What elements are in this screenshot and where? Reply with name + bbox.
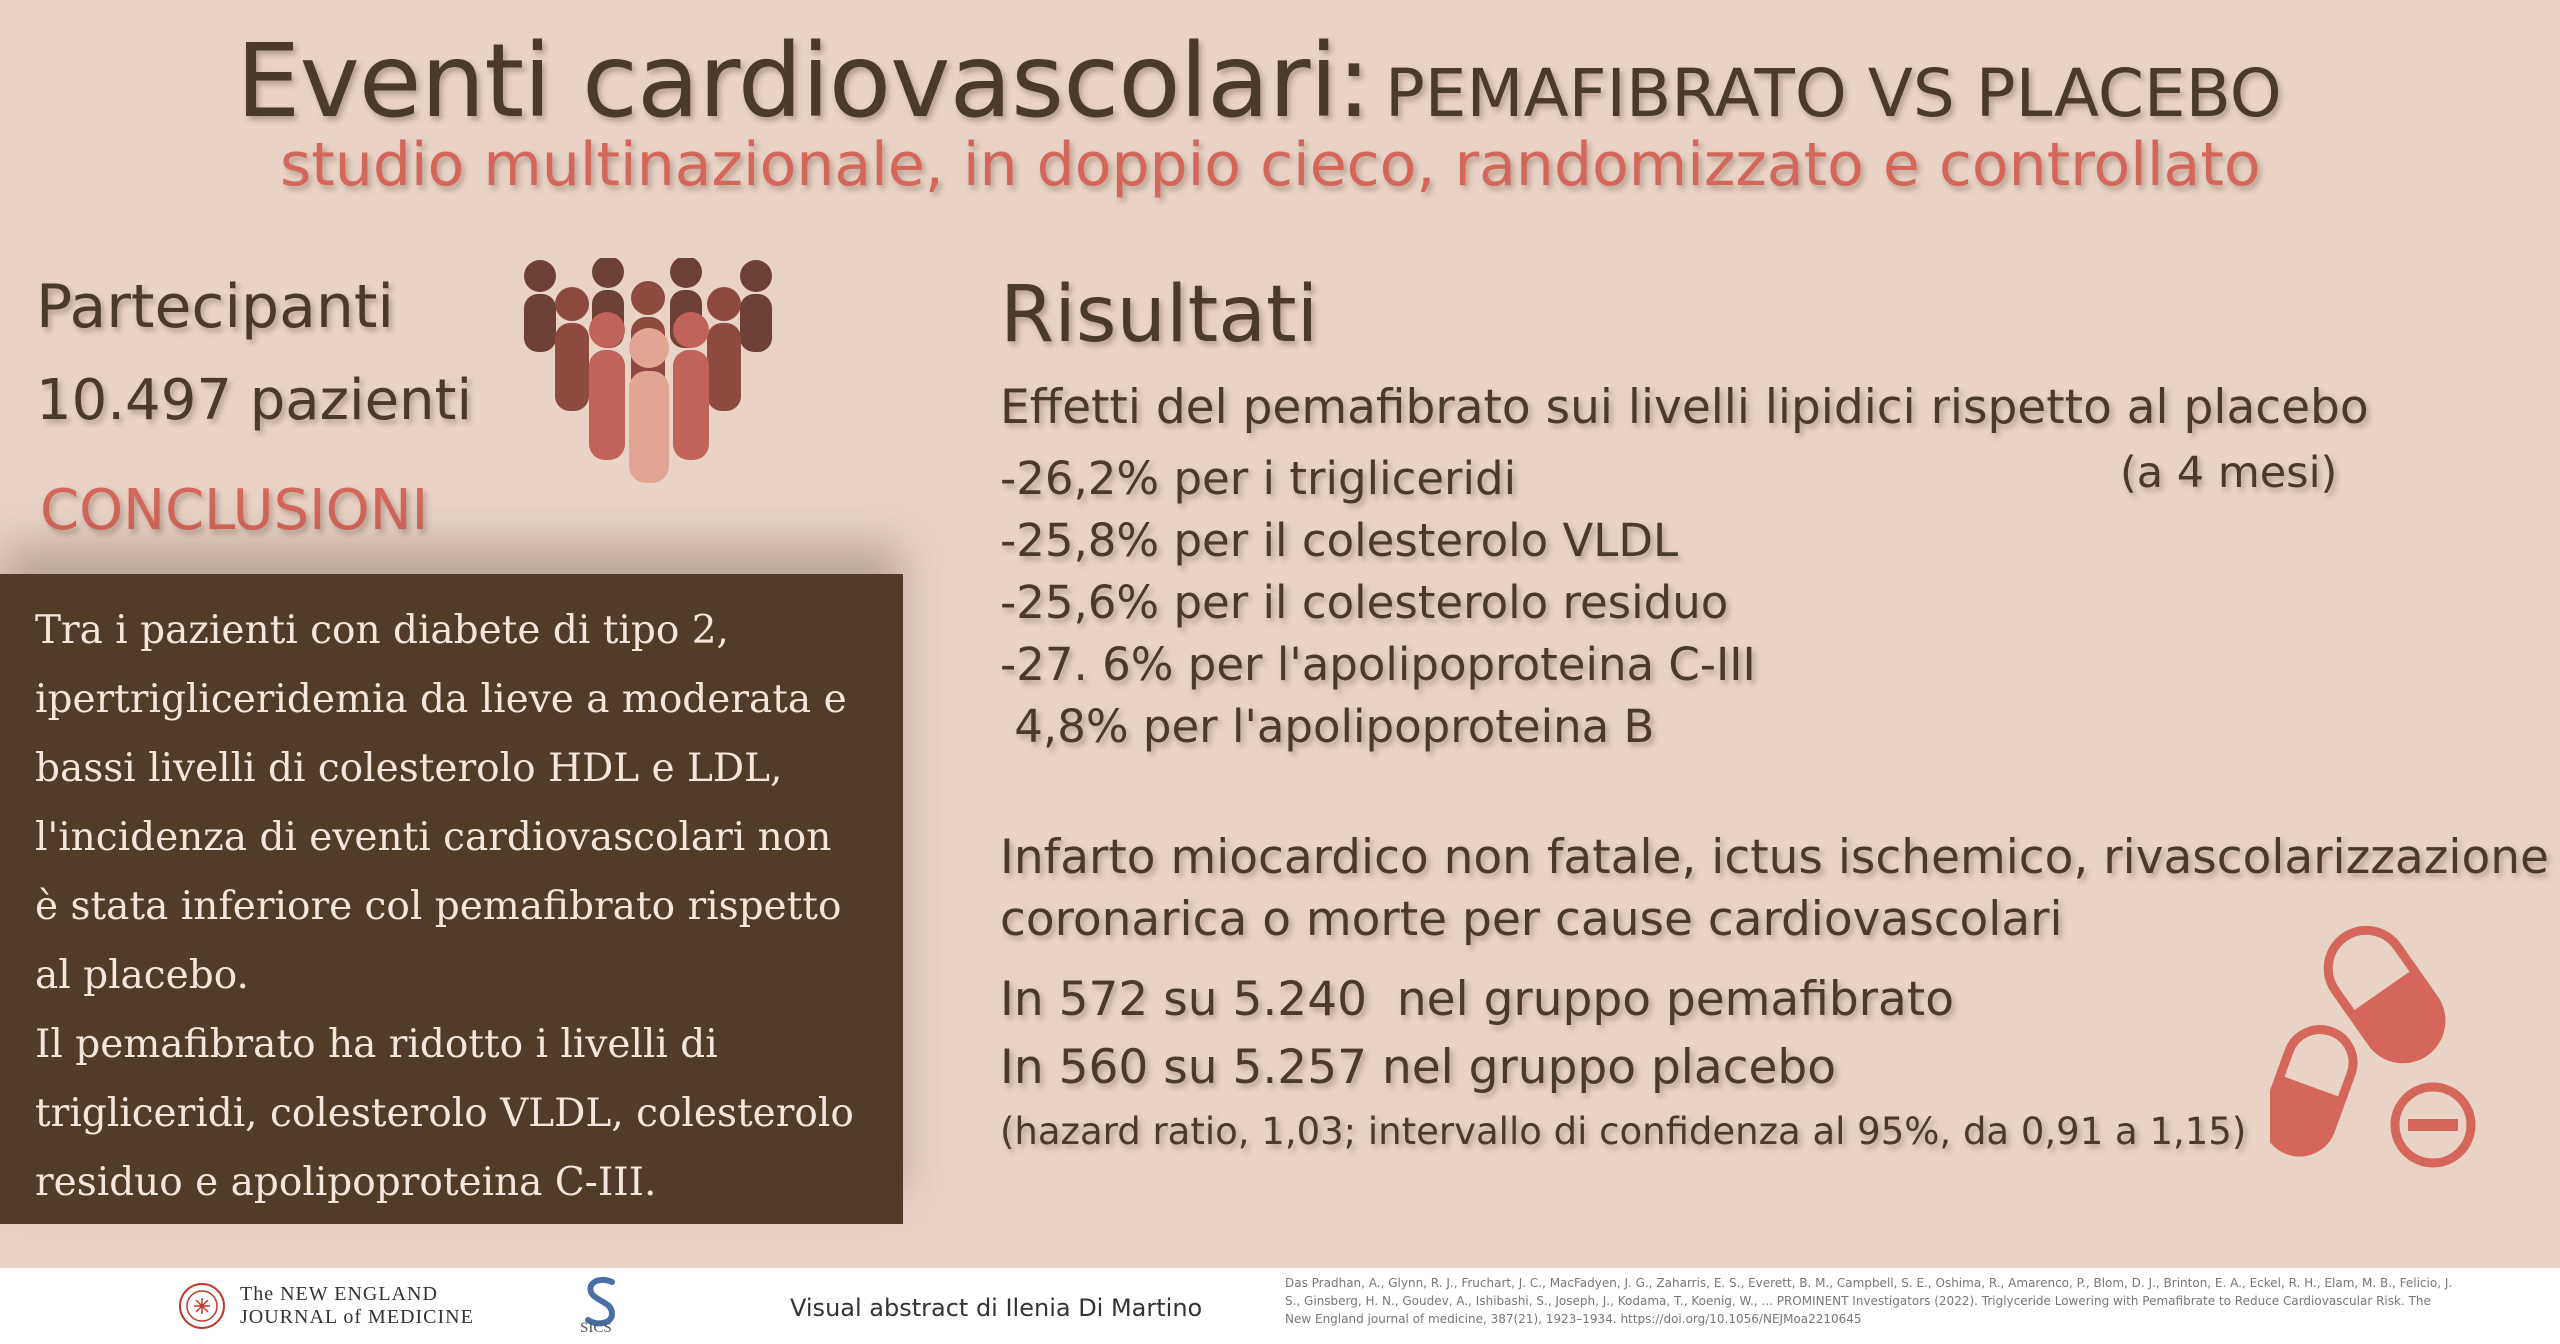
nejm-seal-icon (178, 1282, 226, 1330)
pills-capsules-icon (2270, 918, 2480, 1178)
effect-apob: 4,8% per l'apolipoproteina B (1000, 700, 1655, 753)
participants-label: Partecipanti (36, 272, 395, 342)
results-heading: Risultati (1000, 270, 1319, 360)
page-subtitle: studio multinazionale, in doppio cieco, randomizzato e controllato (280, 130, 2261, 200)
conclusions-text: Tra i pazienti con diabete di tipo 2, ipertrigliceridemia da lieve a moderata e bassi livelli di colesterolo HDL e LDL, l'incidenza di eventi cardiovascolari non è stata inferiore col pemafibrato rispetto al placebo. Il pemafibrato ha ridotto i livelli di trigliceridi, colesterolo VLDL, colesterolo residuo e apolipoproteina C-III. (35, 608, 854, 1205)
effect-triglycerides: -26,2% per i trigliceridi (1000, 452, 1517, 505)
outcome-description-cont: coronarica o morte per cause cardiovascolari (1000, 892, 2063, 947)
nejm-logo-line2: JOURNAL of MEDICINE (240, 1306, 474, 1328)
citation: Das Pradhan, A., Glynn, R. J., Fruchart, J. C., MacFadyen, J. G., Zaharris, E. S., Everett, B. M., Campbell, S. E., Oshima, R., Amarenco, P., Blom, D. J., Brinton, E. A., Eckel, R. H., Elam, M. B., Felicio, J. S., Ginsberg, H. N., Goudev, A., Ishibashi, S., Joseph, J., Kodama, T., Koenig, W., ... PROMINENT Investigators (2022). Triglyceride Lowering with Pemafibrate to Reduce Cardiovascular Risk. The New England journal of medicine, 387(21), 1923–1934. https://doi.org/10.1056/NEJMoa2210645 (1285, 1276, 2453, 1326)
sics-label: SICS (580, 1320, 612, 1336)
hazard-ratio: (hazard ratio, 1,03; intervallo di confidenza al 95%, da 0,91 a 1,15) (1000, 1110, 2247, 1153)
page-title: Eventi cardiovascolari: (236, 22, 1371, 141)
pemafibrate-group-result: In 572 su 5.240 nel gruppo pemafibrato (1000, 972, 1954, 1027)
effect-residual-cholesterol: -25,6% per il colesterolo residuo (1000, 576, 1729, 629)
participants-value: 10.497 pazienti (36, 368, 473, 433)
outcome-description: Infarto miocardico non fatale, ictus ischemico, rivascolarizzazione (1000, 830, 2549, 885)
conclusions-heading: CONCLUSIONI (40, 478, 429, 543)
group-of-people-icon (515, 258, 780, 483)
effect-apoc3: -27. 6% per l'apolipoproteina C-III (1000, 638, 1756, 691)
comparison-title: PEMAFIBRATO VS PLACEBO (1385, 55, 2282, 132)
effects-heading: Effetti del pemafibrato sui livelli lipidici rispetto al placebo (1000, 380, 2369, 435)
author-credit: Visual abstract di Ilenia Di Martino (790, 1294, 1203, 1322)
placebo-group-result: In 560 su 5.257 nel gruppo placebo (1000, 1040, 1836, 1095)
conclusions-panel (0, 574, 903, 1224)
effect-vldl: -25,8% per il colesterolo VLDL (1000, 514, 1679, 567)
nejm-logo-line1: The NEW ENGLAND (240, 1283, 438, 1305)
effects-period: (a 4 mesi) (2120, 448, 2338, 498)
